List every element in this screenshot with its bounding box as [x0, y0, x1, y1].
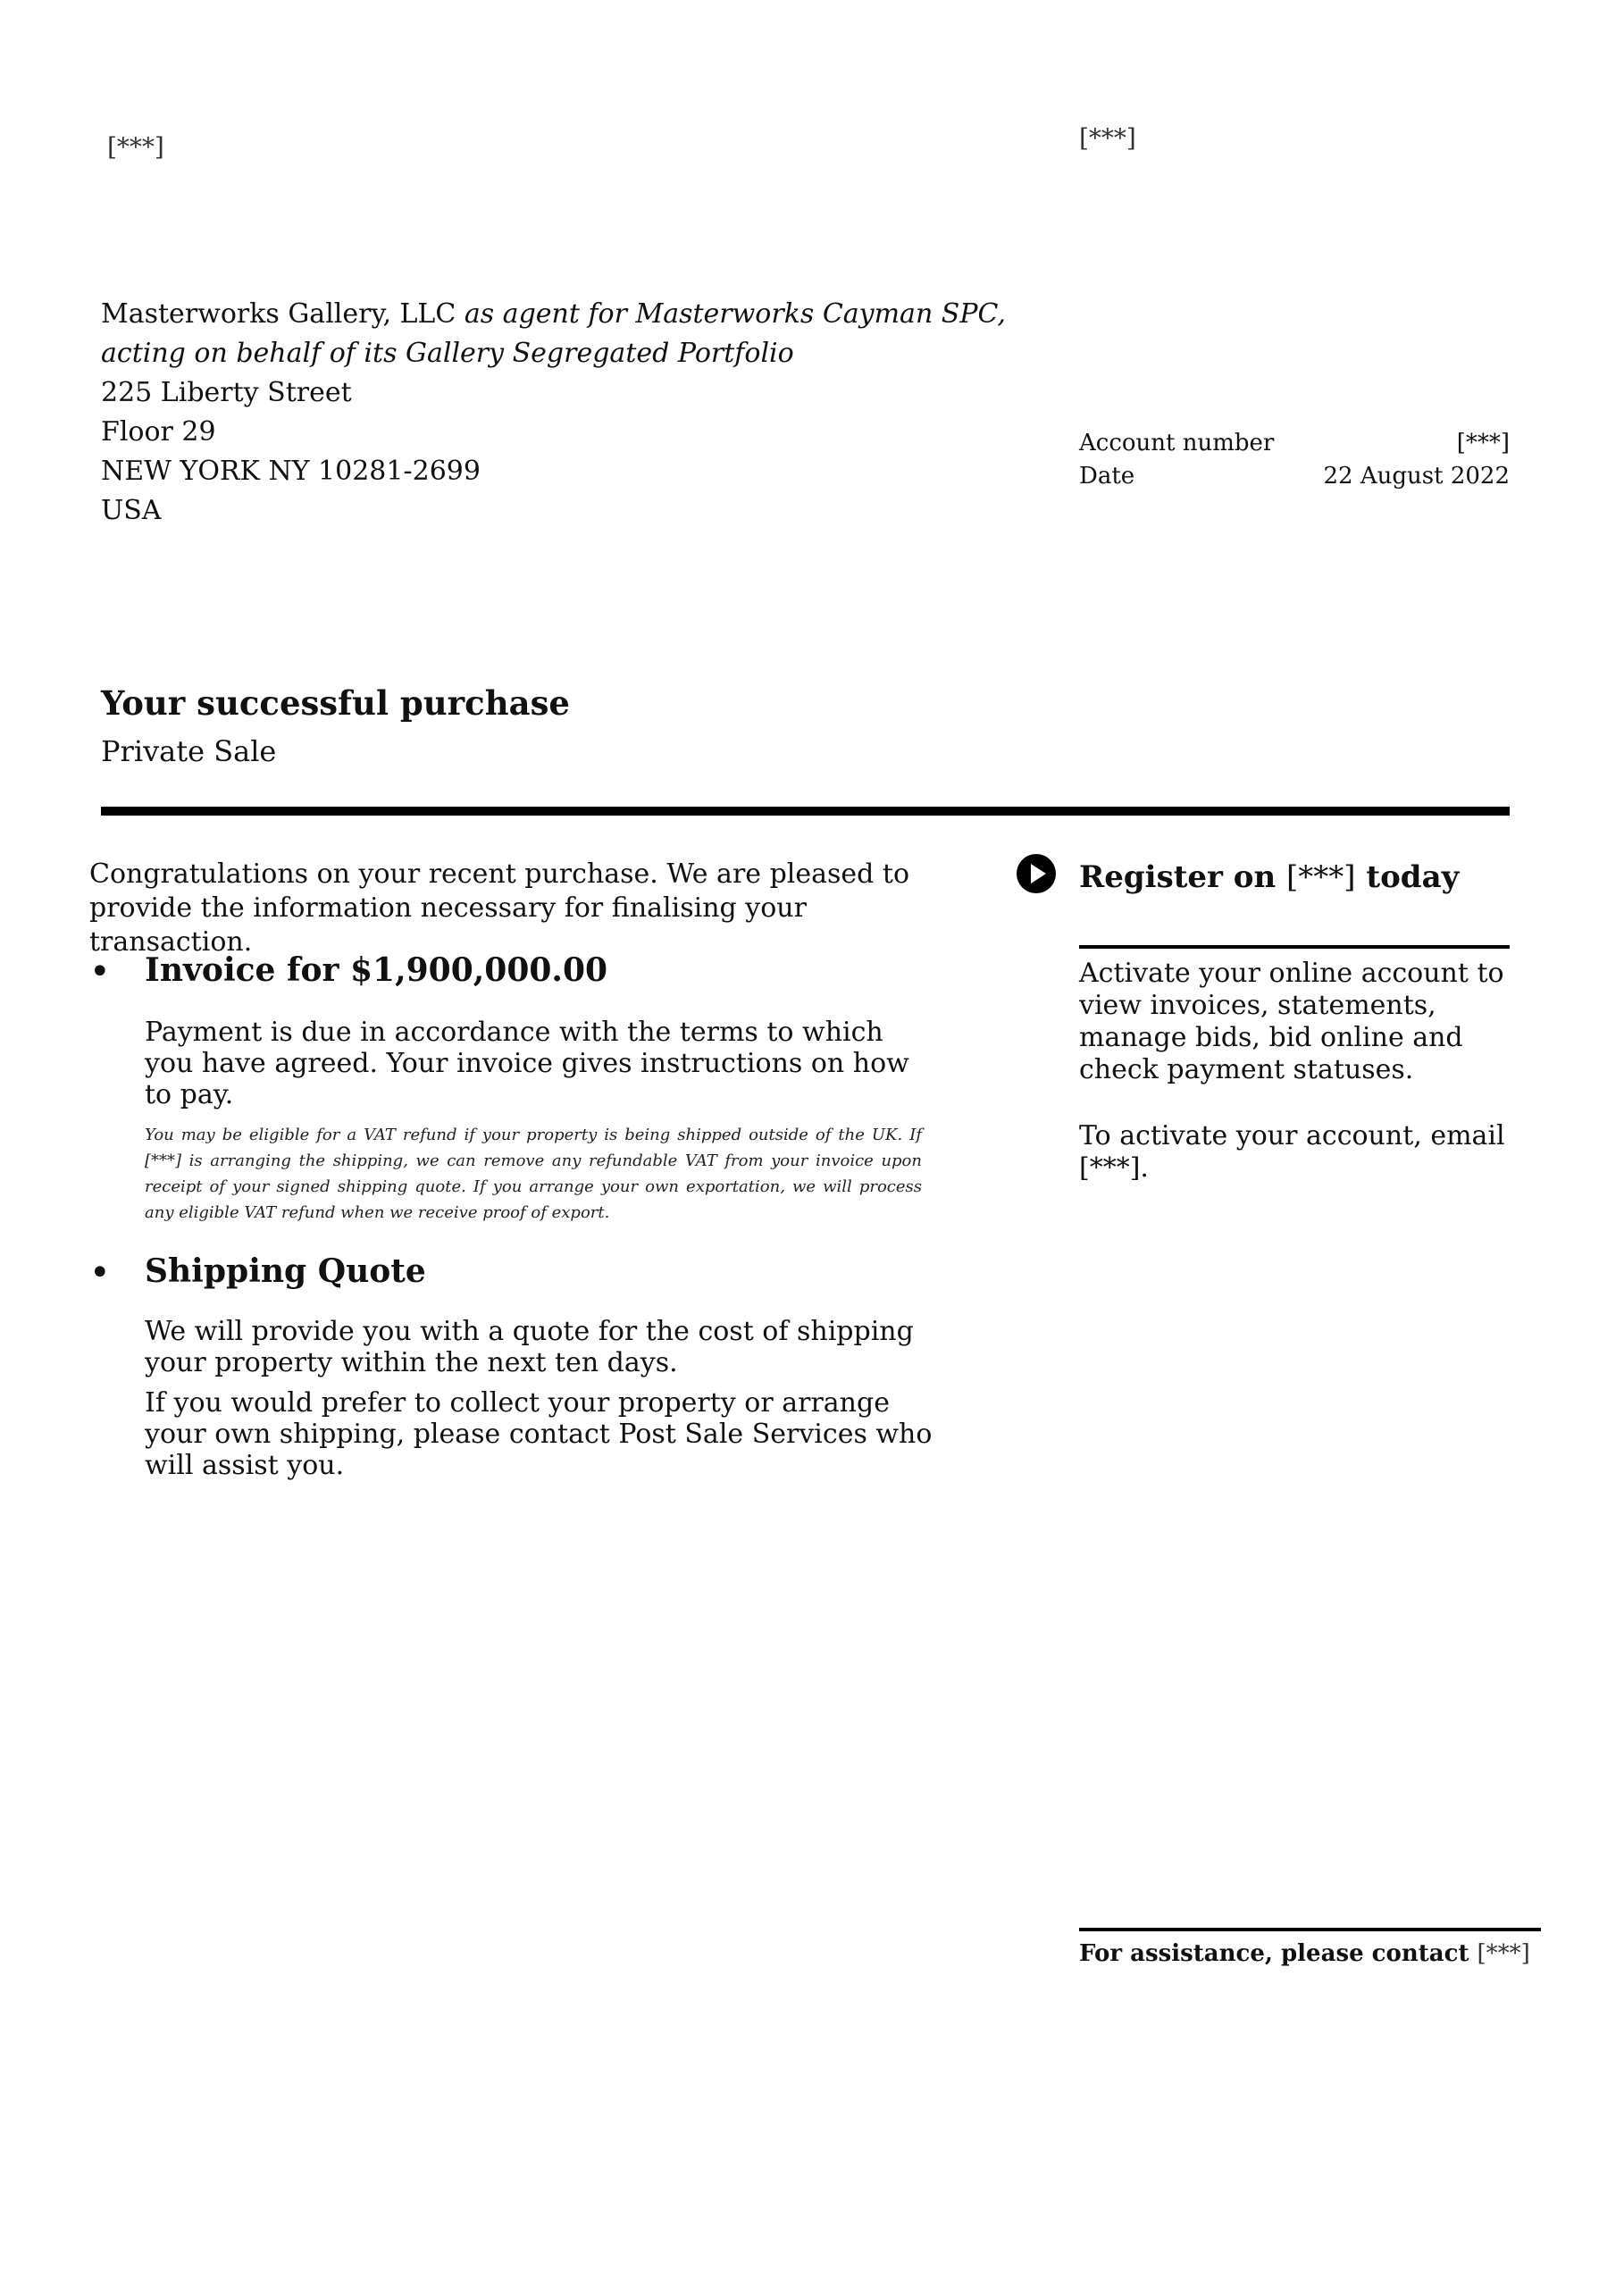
date-value: 22 August 2022 [1323, 463, 1510, 490]
vat-note: You may be eligible for a VAT refund if your property is being shipped outside of the UK. If [***] is arranging the shipping, we can remove any refundable VAT from your invoice upon receipt of your signed shipping quote. If you arrange your own exportation, we will process any eligible VAT refund when we receive proof of export. [145, 1126, 922, 1222]
shipping-text-1: We will provide you with a quote for the cost of shipping your property within the next ten days. [145, 1316, 914, 1378]
bullet-invoice: • [89, 951, 111, 992]
register-activate: To activate your account, email [***]. [1079, 1120, 1505, 1184]
recipient-address [101, 295, 1006, 531]
page-subtitle: Private Sale [101, 734, 277, 768]
agent-text: as agent for Masterworks Cayman SPC, [464, 298, 1006, 330]
date-row [1079, 460, 1510, 493]
invoice-text: Payment is due in accordance with the terms to which you have agreed. Your invoice gives instructions on how to pay. [145, 1017, 909, 1110]
section-divider [101, 807, 1510, 816]
register-title-pre: Register on [1079, 859, 1277, 895]
header-redacted-right: [***] [1079, 123, 1136, 153]
date-label: Date [1079, 463, 1135, 490]
play-icon [1016, 853, 1057, 894]
invoice-heading: Invoice for $1,900,000.00 [145, 951, 608, 989]
address-street: 225 Liberty Street [101, 377, 352, 408]
address-city: NEW YORK NY 10281-2699 [101, 456, 481, 487]
register-title-post: today [1366, 859, 1460, 895]
bullet-shipping: • [89, 1252, 111, 1294]
account-number-label: Account number [1079, 430, 1275, 456]
header-redacted-left: [***] [107, 132, 164, 162]
footer-label: For assistance, please contact [1079, 1940, 1469, 1967]
footer-redacted: [***] [1477, 1940, 1530, 1967]
page-title: Your successful purchase [101, 683, 570, 723]
register-divider [1079, 945, 1510, 949]
address-line-1 [101, 295, 1006, 334]
address-floor: Floor 29 [101, 416, 216, 448]
register-heading [1079, 859, 1459, 895]
account-number-row [1079, 427, 1510, 460]
register-title-redacted: [***] [1286, 859, 1356, 895]
account-details [1079, 427, 1510, 493]
intro-text: Congratulations on your recent purchase. We are pleased to provide the information necessary for finalising your transaction. [89, 858, 910, 958]
footer-contact [1079, 1940, 1530, 1967]
address-line-2: acting on behalf of its Gallery Segregated Portfolio [101, 338, 794, 369]
address-country: USA [101, 495, 162, 526]
shipping-heading: Shipping Quote [145, 1252, 426, 1290]
shipping-text-2: If you would prefer to collect your property or arrange your own shipping, please contact Post Sale Services who will assist you. [145, 1387, 933, 1481]
account-number-value: [***] [1456, 430, 1510, 456]
company-name: Masterworks Gallery, LLC [101, 298, 456, 330]
register-body: Activate your online account to view invoices, statements, manage bids, bid online and check payment statuses. [1079, 958, 1504, 1085]
footer-divider [1079, 1928, 1541, 1931]
